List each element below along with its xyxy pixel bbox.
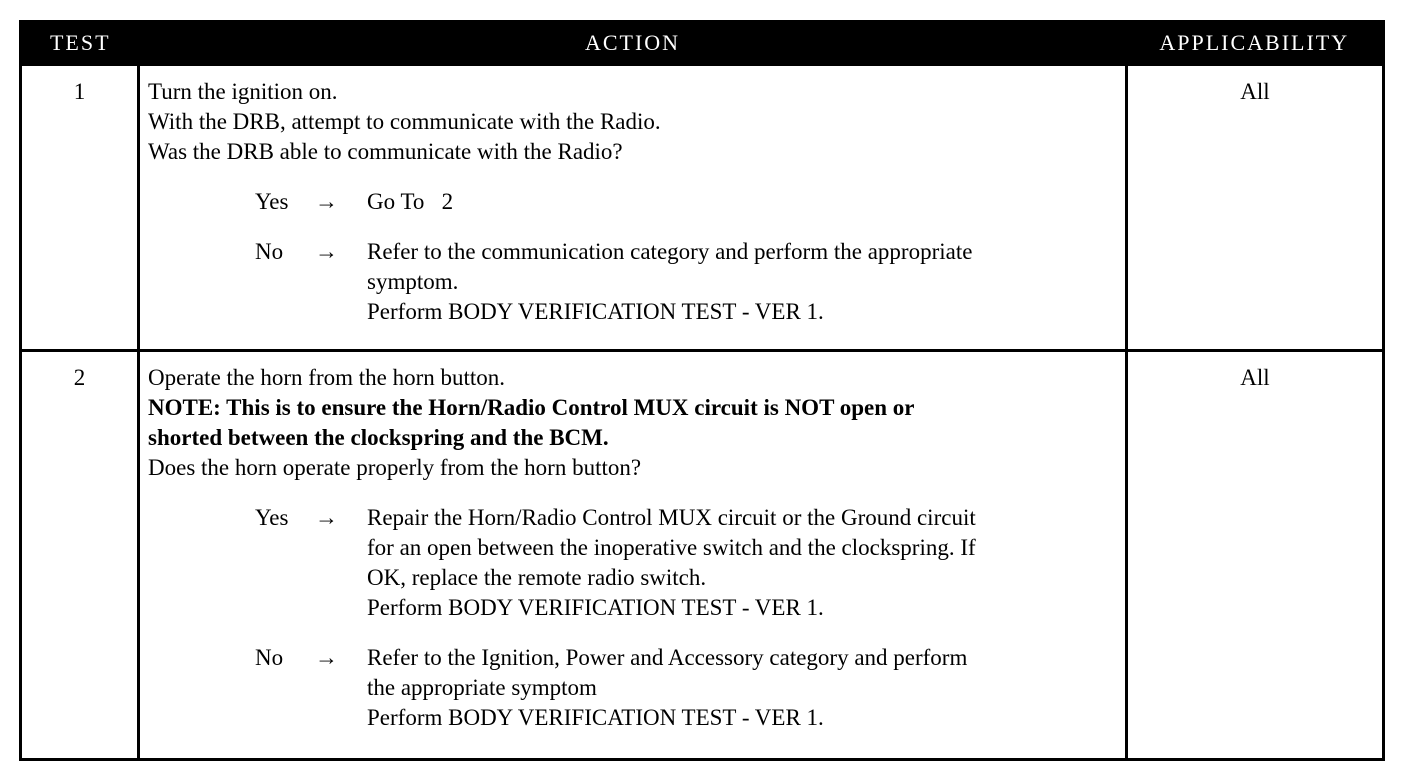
test-number: 2	[21, 351, 139, 760]
action-cell	[139, 65, 1127, 351]
no-label: No	[255, 239, 284, 264]
question-line: Does the horn operate properly from the horn button?	[148, 455, 642, 480]
no-text: symptom.	[367, 269, 459, 294]
yes-text: Perform BODY VERIFICATION TEST - VER 1.	[367, 595, 824, 620]
no-option	[148, 643, 1119, 733]
yes-label: Yes	[255, 189, 289, 214]
no-option	[148, 237, 1119, 327]
yes-option	[148, 503, 1119, 623]
applicability-cell: All	[1127, 351, 1384, 760]
test-number: 1	[21, 65, 139, 351]
table-header-row	[21, 22, 1384, 65]
yes-text: Go To 2	[367, 189, 454, 214]
action-line: Was the DRB able to communicate with the Radio?	[148, 139, 623, 164]
table-row	[21, 65, 1384, 351]
no-text: Perform BODY VERIFICATION TEST - VER 1.	[367, 299, 824, 324]
header-applicability: APPLICABILITY	[1127, 22, 1384, 65]
yes-text: OK, replace the remote radio switch.	[367, 565, 707, 590]
action-cell	[139, 351, 1127, 760]
note-line: NOTE: This is to ensure the Horn/Radio Control MUX circuit is NOT open or	[148, 395, 915, 420]
arrow-icon: →	[315, 505, 338, 530]
arrow-icon: →	[315, 645, 338, 670]
diagnostic-test-table	[19, 20, 1385, 761]
action-line: Turn the ignition on.	[148, 79, 338, 104]
header-test: TEST	[21, 22, 139, 65]
yes-label: Yes	[255, 505, 289, 530]
applicability-cell: All	[1127, 65, 1384, 351]
action-line: Operate the horn from the horn button.	[148, 365, 506, 390]
action-line: With the DRB, attempt to communicate with the Radio.	[148, 109, 661, 134]
yes-text: Repair the Horn/Radio Control MUX circuit or the Ground circuit	[367, 505, 976, 530]
no-text: Refer to the Ignition, Power and Accessory category and perform	[367, 645, 968, 670]
yes-text: for an open between the inoperative switch and the clockspring. If	[367, 535, 976, 560]
arrow-icon: →	[315, 189, 338, 214]
table-row	[21, 351, 1384, 760]
arrow-icon: →	[315, 239, 338, 264]
header-action: ACTION	[139, 22, 1127, 65]
no-label: No	[255, 645, 284, 670]
yes-option	[148, 187, 1119, 217]
note-line: shorted between the clockspring and the BCM.	[148, 425, 609, 450]
no-text: Perform BODY VERIFICATION TEST - VER 1.	[367, 705, 824, 730]
no-text: Refer to the communication category and perform the appropriate	[367, 239, 973, 264]
no-text: the appropriate symptom	[367, 675, 597, 700]
